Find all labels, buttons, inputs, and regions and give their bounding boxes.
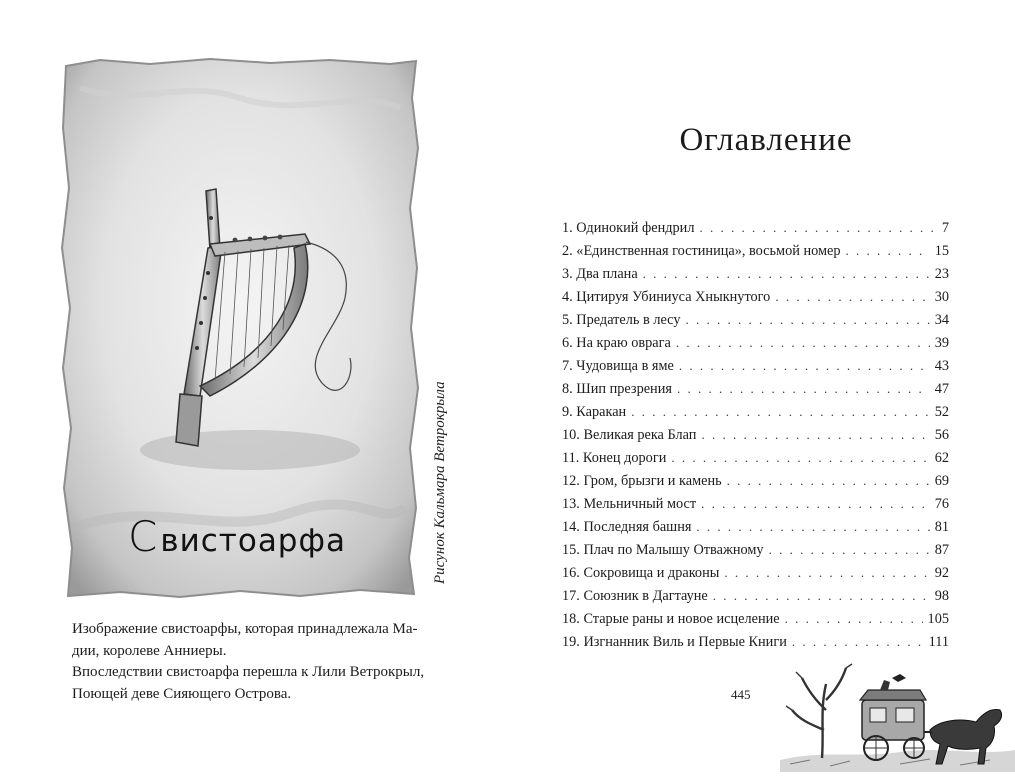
toc-entry [562,220,949,243]
toc-entry-title: 17. Союзник в Дагтауне [562,588,708,604]
toc-entry-title: 11. Конец дороги [562,450,667,466]
table-of-contents [562,220,949,657]
toc-entry-page: 76 [934,496,949,512]
toc-dot-leader [724,565,929,581]
toc-dot-leader [643,266,930,282]
toc-entry-title: 8. Шип презрения [562,381,672,397]
toc-entry [562,312,949,335]
toc-entry [562,519,949,542]
toc-entry-title: 4. Цитируя Убиниуса Хныкнутого [562,289,771,305]
toc-dot-leader [631,404,929,420]
toc-entry-page: 111 [928,634,949,650]
toc-entry-title: 13. Мельничный мост [562,496,697,512]
carriage-vignette [780,660,1015,772]
toc-entry-page: 30 [934,289,949,305]
toc-entry-page: 105 [927,611,949,627]
toc-dot-leader [727,473,930,489]
toc-entry-page: 98 [934,588,949,604]
toc-dot-leader [792,634,924,650]
description-paragraph-1: Изображение свистоарфы, которая принадлежала Ма- дии, королеве Анниеры. [72,621,418,659]
toc-entry-page: 23 [934,266,949,282]
toc-entry [562,611,949,634]
toc-dot-leader [713,588,930,604]
toc-entry [562,289,949,312]
toc-dot-leader [677,381,930,397]
toc-entry [562,450,949,473]
toc-entry [562,243,949,266]
toc-dot-leader [775,289,929,305]
toc-entry-page: 47 [934,381,949,397]
toc-entry [562,542,949,565]
toc-entry-title: 9. Каракан [562,404,627,420]
page-number: 445 [731,687,751,702]
illustration-credit: Рисунок Кальмара Ветрокрыла [432,381,448,584]
description-paragraph-2: Впоследствии свистоарфа перешла к Лили Ветрокрыл, Поющей деве Сияющего Острова. [72,664,425,702]
toc-entry-title: 19. Изгнанник Виль и Первые Книги [562,634,787,650]
toc-dot-leader [685,312,929,328]
toc-entry [562,427,949,450]
toc-entry-title: 16. Сокровища и драконы [562,565,720,581]
toc-entry-title: 6. На краю оврага [562,335,671,351]
toc-entry-title: 5. Предатель в лесу [562,312,681,328]
toc-dot-leader [769,542,930,558]
toc-entry-title: 2. «Единственная гостиница», восьмой номер [562,243,841,259]
toc-entry-page: 7 [941,220,949,236]
toc-entry-page: 92 [934,565,949,581]
toc-entry-page: 15 [934,243,949,259]
toc-entry [562,266,949,289]
toc-entry-title: 3. Два плана [562,266,638,282]
toc-entry-page: 62 [934,450,949,466]
toc-dot-leader [671,450,929,466]
toc-entry [562,496,949,519]
toc-dot-leader [701,496,930,512]
toc-dot-leader [785,611,923,627]
toc-dot-leader [679,358,930,374]
toc-entry [562,588,949,611]
toc-entry [562,634,949,657]
toc-entry [562,381,949,404]
toc-dot-leader [701,427,929,443]
toc-entry [562,565,949,588]
toc-entry [562,358,949,381]
illustration-title: Свистоарфа [128,512,346,561]
toc-entry-title: 15. Плач по Малышу Отважному [562,542,764,558]
toc-entry-title: 18. Старые раны и новое исцеление [562,611,780,627]
toc-dot-leader [699,220,936,236]
toc-entry-title: 1. Одинокий фендрил [562,220,695,236]
toc-entry-page: 52 [934,404,949,420]
toc-entry-page: 56 [934,427,949,443]
toc-entry-page: 87 [934,542,949,558]
toc-entry [562,473,949,496]
toc-entry-page: 39 [934,335,949,351]
toc-entry-page: 69 [934,473,949,489]
toc-entry [562,404,949,427]
toc-dot-leader [846,243,930,259]
toc-dot-leader [676,335,930,351]
toc-entry-title: 12. Гром, брызги и камень [562,473,722,489]
toc-entry-page: 34 [934,312,949,328]
toc-entry-page: 43 [934,358,949,374]
toc-dot-leader [696,519,929,535]
toc-entry-title: 7. Чудовища в яме [562,358,674,374]
carriage-illustration-icon [780,660,1015,772]
toc-entry-title: 14. Последняя башня [562,519,692,535]
illustration-description [62,619,445,705]
toc-entry [562,335,949,358]
toc-entry-page: 81 [934,519,949,535]
toc-heading: Оглавление [679,122,853,158]
toc-entry-title: 10. Великая река Блап [562,427,697,443]
